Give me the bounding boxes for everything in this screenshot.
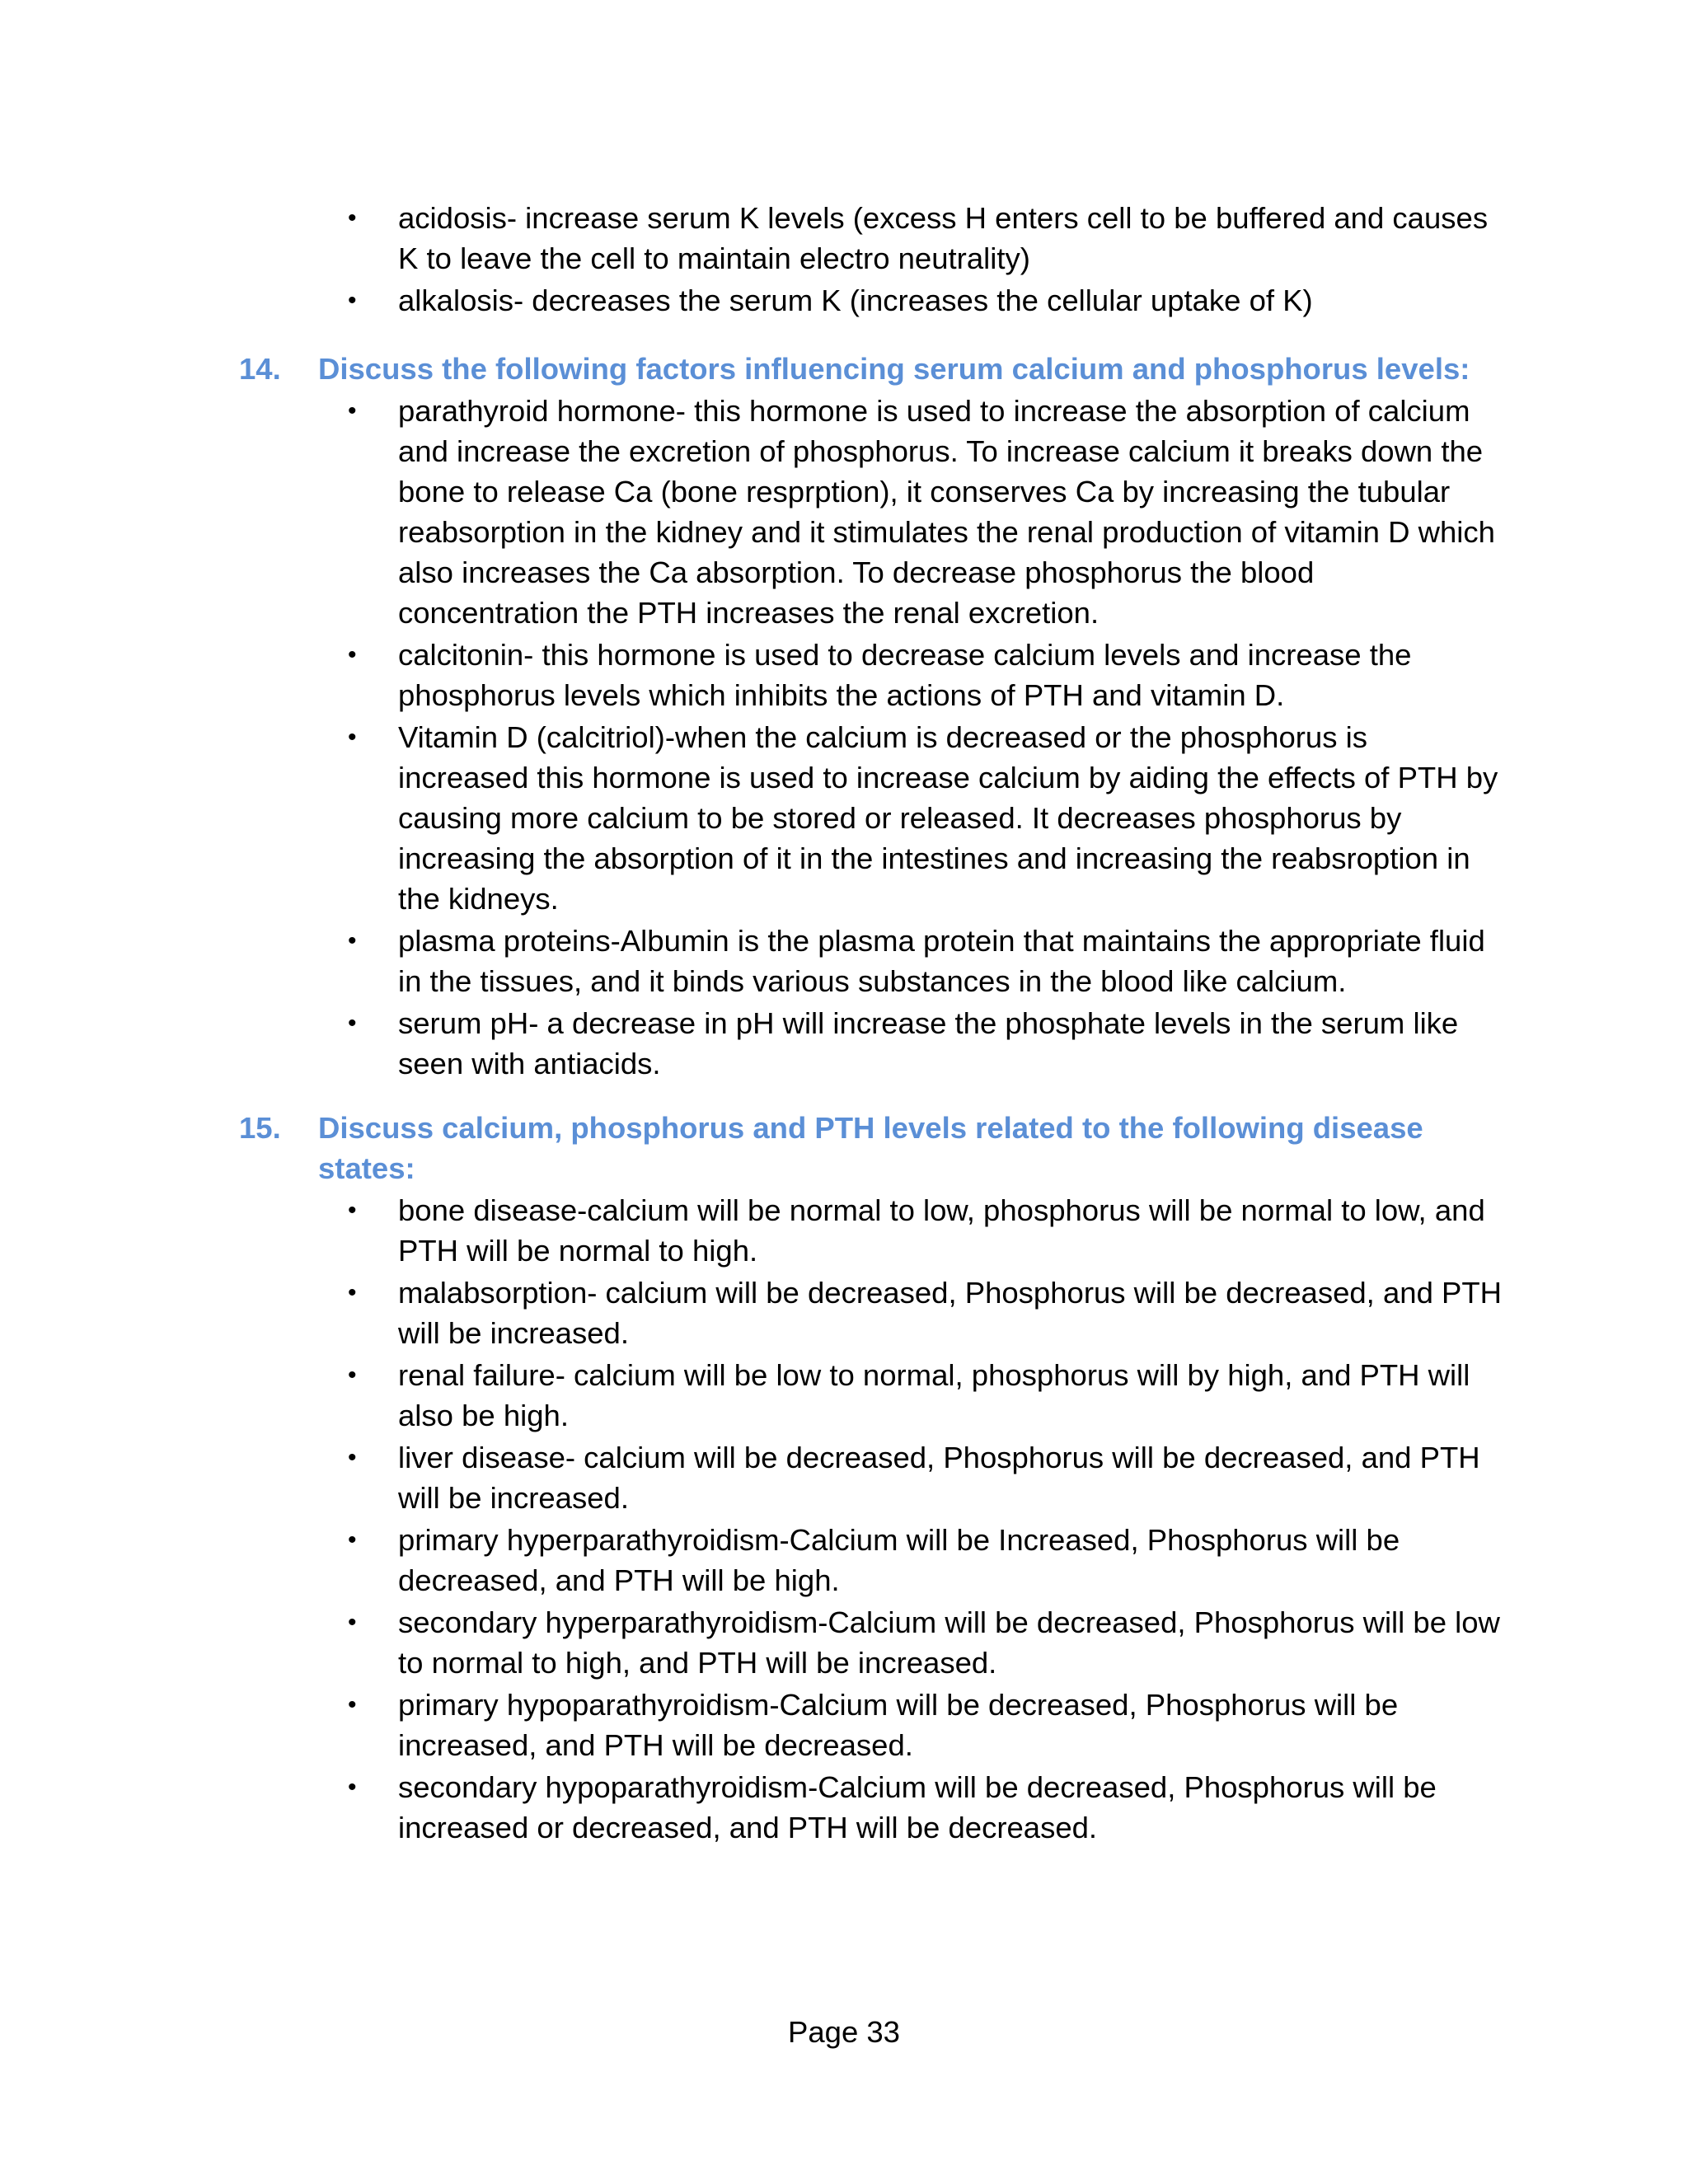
- section-15-bullet-block: [0, 1190, 1688, 1849]
- bullet-text: bone disease-calcium will be normal to low, phosphorus will be normal to low, and PTH will be normal to high.: [398, 1193, 1485, 1268]
- bullet-icon: •: [348, 287, 357, 314]
- bullet-text: liver disease- calcium will be decreased, Phosphorus will be decreased, and PTH will be increased.: [398, 1441, 1480, 1515]
- bullet-text: primary hypoparathyroidism-Calcium will be decreased, Phosphorus will be increased, and PTH will be decreased.: [398, 1688, 1399, 1762]
- bullet-text: parathyroid hormone- this hormone is used to increase the absorption of calcium and increase the excretion of phosphorus. To increase calcium it breaks down the bone to release Ca (bone resprption), it conserves Ca by increasing the tubular reabsorption in the kidney and it stimulates the renal production of vitamin D which also increases the Ca absorption. To decrease phosphorus the blood concentration the PTH increases the renal excretion.: [398, 394, 1495, 630]
- bullet-icon: •: [348, 1279, 357, 1306]
- bullet-icon: •: [348, 1010, 357, 1037]
- list-item: [0, 1003, 1503, 1084]
- list-item: [0, 391, 1503, 633]
- section-15-bullet-list: [0, 1190, 1688, 1848]
- bullet-icon: •: [348, 1197, 357, 1224]
- bullet-icon: •: [348, 1609, 357, 1636]
- list-item: [0, 198, 1503, 279]
- intro-bullet-block: [0, 198, 1688, 322]
- section-number: 15.: [239, 1111, 281, 1145]
- bullet-icon: •: [348, 1361, 357, 1389]
- bullet-text: secondary hypoparathyroidism-Calcium will be decreased, Phosphorus will be increased or decreased, and PTH will be decreased.: [398, 1770, 1437, 1844]
- list-item: [0, 280, 1503, 321]
- list-item: [0, 1767, 1503, 1848]
- list-item: [0, 1272, 1503, 1353]
- bullet-icon: •: [348, 1774, 357, 1801]
- section-title: Discuss calcium, phosphorus and PTH levels related to the following disease states:: [318, 1111, 1423, 1185]
- intro-bullet-list: [0, 198, 1688, 321]
- list-item: [0, 1437, 1503, 1518]
- list-item: [0, 1685, 1503, 1765]
- bullet-icon: •: [348, 397, 357, 424]
- bullet-text: primary hyperparathyroidism-Calcium will be Increased, Phosphorus will be decreased, and PTH will be high.: [398, 1523, 1400, 1597]
- bullet-icon: •: [348, 1691, 357, 1718]
- section-number: 14.: [239, 352, 281, 386]
- bullet-text: serum pH- a decrease in pH will increase the phosphate levels in the serum like seen with antiacids.: [398, 1006, 1459, 1080]
- list-item: [0, 1520, 1503, 1601]
- bullet-text: renal failure- calcium will be low to normal, phosphorus will by high, and PTH will also be high.: [398, 1358, 1470, 1432]
- bullet-text: alkalosis- decreases the serum K (increases the cellular uptake of K): [398, 284, 1313, 317]
- section-14-bullet-block: [0, 391, 1688, 1085]
- list-item: [0, 1190, 1503, 1271]
- page-number: Page 33: [788, 2015, 900, 2049]
- bullet-text: plasma proteins-Albumin is the plasma protein that maintains the appropriate fluid in the tissues, and it binds various substances in the blood like calcium.: [398, 924, 1485, 998]
- bullet-icon: •: [348, 641, 357, 668]
- bullet-text: secondary hyperparathyroidism-Calcium will be decreased, Phosphorus will be low to normal to high, and PTH will be increased.: [398, 1605, 1500, 1680]
- bullet-text: malabsorption- calcium will be decreased, Phosphorus will be decreased, and PTH will be increased.: [398, 1276, 1503, 1350]
- bullet-text: Vitamin D (calcitriol)-when the calcium is decreased or the phosphorus is increased this hormone is used to increase calcium by aiding the effects of PTH by causing more calcium to be stored or released. It decreases phosphorus by increasing the absorption of it in the intestines and increasing the reabsroption in the kidneys.: [398, 720, 1498, 916]
- bullet-icon: •: [348, 724, 357, 751]
- bullet-icon: •: [348, 1526, 357, 1554]
- bullet-icon: •: [348, 927, 357, 954]
- bullet-text: calcitonin- this hormone is used to decrease calcium levels and increase the phosphorus levels which inhibits the actions of PTH and vitamin D.: [398, 638, 1412, 712]
- list-item: [0, 921, 1503, 1001]
- section-14-bullet-list: [0, 391, 1688, 1084]
- bullet-text: acidosis- increase serum K levels (excess H enters cell to be buffered and causes K to leave the cell to maintain electro neutrality): [398, 201, 1489, 275]
- list-item: [0, 635, 1503, 715]
- list-item: [0, 1602, 1503, 1683]
- list-item: [0, 717, 1503, 919]
- bullet-icon: •: [348, 204, 357, 232]
- section-title: Discuss the following factors influencing serum calcium and phosphorus levels:: [318, 352, 1470, 386]
- bullet-icon: •: [348, 1444, 357, 1471]
- list-item: [0, 1355, 1503, 1436]
